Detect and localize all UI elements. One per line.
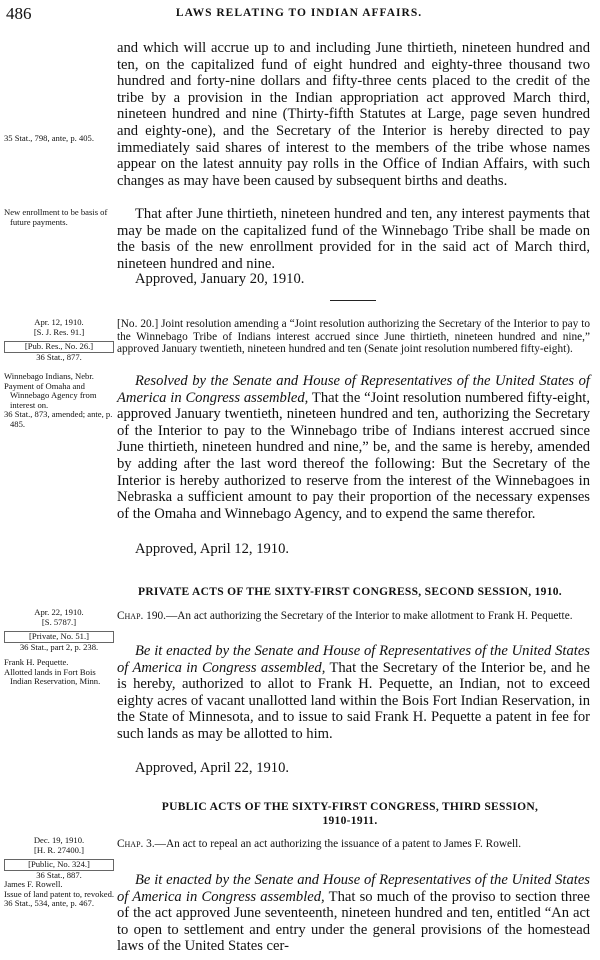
page-number: 486 [6,4,32,23]
page-header [4,4,594,26]
margin-public-refs [4,836,114,880]
margin-statute: 36 Stat., part 2, p. 238. [19,641,99,652]
chapter-label: Chap. 3. [117,838,155,850]
margin-resolution-topic [4,372,114,430]
margin-topic-citation: 36 Stat., 534, ante, p. 467. [4,898,94,909]
private-act-body [117,643,590,743]
heading-line: 1910-1911. [322,815,378,827]
chapter-title-190 [117,610,590,623]
margin-topic-detail: Issue of land patent to, revoked. [4,888,115,899]
margin-date: Apr. 12, 1910. [34,317,84,327]
public-act-text: That so much of the proviso to section three of the act approved June seventeenth, nineteen hundred and ten, entitled “An act to open to settlement and entry under the general provisions of the homestead laws of the United States cer- [117,888,590,955]
margin-note-text: New enrollment to be basis of future payments. [4,207,108,227]
margin-private-topic [4,658,114,687]
chapter-label: Chap. 190. [117,610,166,622]
running-title: LAWS RELATING TO INDIAN AFFAIRS. [175,7,423,19]
margin-topic: James F. Rowell. [4,879,63,889]
margin-note-citation [4,134,114,144]
chapter-title-text: —An act authorizing the Secretary of the Interior to make allotment to Frank H. Pequette. [165,610,573,622]
margin-topic: Frank H. Pequette. [4,657,69,667]
margin-resolution-refs [4,318,114,362]
approved-date: Approved, April 22, 1910. [135,760,290,776]
margin-bill: [H. R. 27400.] [34,844,84,855]
margin-topic-detail: Payment of Omaha and Winnebago Agency from interest on. [4,380,97,410]
margin-note-text: 35 Stat., 798, ante, p. 405. [4,133,94,143]
margin-note-new-enrollment [4,208,114,227]
chapter-title-3 [117,838,590,851]
margin-date: Apr. 22, 1910. [34,607,84,617]
paragraph-new-enrollment: That after June thirtieth, nineteen hundred and ten, any interest payments that may be made on the capitalized fund of the Winnebago Tribe shall be made on the basis of the new enrollment provided for in the said act of March third, nineteen hundred and nine. [117,206,590,272]
margin-topic: Winnebago Indians, Nebr. [4,371,94,381]
enacting-clause: Resolved by the Senate and House of Representatives of the United States of America in Congress assembled, [117,373,590,406]
resolution-text: That the “Joint resolution numbered fifty-eight, approved January twentieth, nineteen hundred and ten, authorizing the Secretary of the Interior to pay to the Winnebago tribe of Indians interest accrued since June thirtieth, nineteen hundred and nine,” be, and the same is hereby, amended by adding after the last word thereof the following: But the Secretary of the Interior is hereby authorized to reserve from the interest of the Winnebagoes in Nebraska a sufficient amount to pay their proportion of the necessary expenses of the Omaha and Winnebago Agency, and to expend the same therefor. [117,389,591,522]
heading-line: PUBLIC ACTS OF THE SIXTY-FIRST CONGRESS, THIRD SESSION, [161,801,539,813]
section-heading-private-acts: PRIVATE ACTS OF THE SIXTY-FIRST CONGRESS, SECOND SESSION, 1910. [138,586,562,598]
section-heading-public-acts [110,800,590,828]
private-act-text: That the Secretary of the Interior be, and he is hereby, authorized to allot to Frank H. Pequette, an Indian, not to exceed eighty acres of vacant unallotted land within the Bois Fort Indian Reservation, in the State of Minnesota, and to issue to said Frank H. Pequette a patent in fee for such lands as may be allotted to him. [117,659,590,742]
enacting-clause: Be it enacted by the Senate and House of Representatives of the United States of America in Congress assembled, [117,872,590,905]
margin-private-refs [4,608,114,652]
margin-date: Dec. 19, 1910. [33,835,85,845]
resolution-body [117,373,590,522]
paragraph-interest-payment: and which will accrue up to and including June thirtieth, nineteen hundred and ten, on the capitalized fund of eight hundred and eighty-three thousand two hundred and forty-nine dollars and fifty-three cents placed to the credit of the tribe by a provision in the Indian appropriation act approved March third, nineteen hundred and nine (Thirty-fifth Statutes at Large, page seven hundred and eighty-one), and the Secretary of the Interior is hereby directed to pay immediately said shares of interest to the members of the tribe whose names appear on the latest annuity pay rolls in the Office of Indian Affairs, with such changes as may have been caused by subsequent births and deaths. [117,40,590,189]
margin-bill: [S. 5787.] [41,616,77,627]
resolution-title: [No. 20.] Joint resolution amending a “Joint resolution authorizing the Secretary of the Interior to pay to the Winnebago Tribe of Indians interest accrued since June thirtieth, nineteen hundred and nine,” approved January twentieth, nineteen hundred and ten (Senate joint resolution numbered fifty-eight). [117,318,590,356]
margin-public-topic [4,880,114,909]
margin-public-number: [Public, No. 324.] [4,859,114,871]
margin-statute: 36 Stat., 877. [36,351,82,362]
margin-statute: 36 Stat., 887. [36,869,82,880]
approved-date: Approved, January 20, 1910. [135,271,305,287]
approved-date: Approved, April 12, 1910. [135,541,290,557]
section-divider [330,300,376,301]
enacting-clause: Be it enacted by the Senate and House of Representatives of the United States of America in Congress assembled, [117,643,590,676]
public-act-body [117,872,590,955]
margin-public-resolution: [Pub. Res., No. 26.] [4,341,114,353]
chapter-title-text: —An act to repeal an act authorizing the issuance of a patent to James F. Rowell. [154,838,522,850]
margin-bill: [S. J. Res. 91.] [33,326,85,337]
margin-topic-detail: Allotted lands in Fort Bois Indian Reservation, Minn. [4,666,101,687]
margin-private-number: [Private, No. 51.] [4,631,114,643]
margin-topic-citation: 36 Stat., 873, amended; ante, p. 485. [4,409,113,429]
